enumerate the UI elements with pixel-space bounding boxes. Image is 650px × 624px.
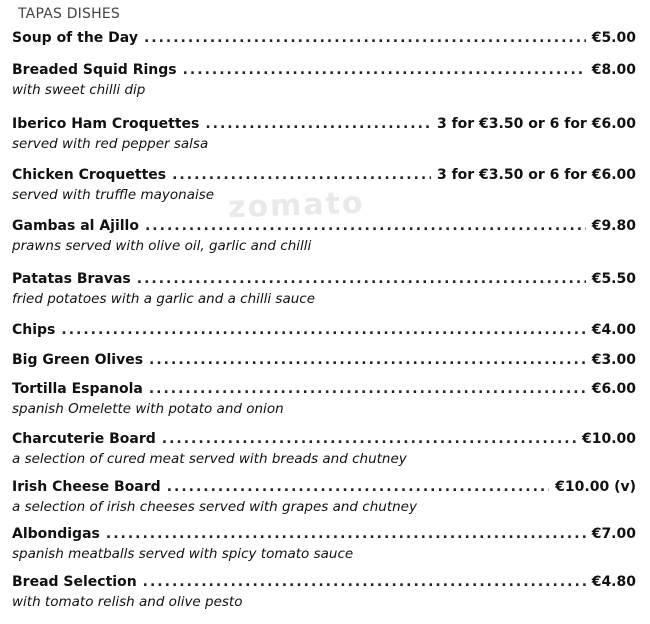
- menu-item: [12, 218, 636, 254]
- item-price: €10.00 (v): [555, 479, 636, 495]
- item-name: Iberico Ham Croquettes: [12, 116, 200, 132]
- item-description: served with red pepper salsa: [12, 136, 209, 152]
- item-price: €10.00: [581, 431, 636, 447]
- dot-leader: [205, 116, 431, 132]
- item-name: Charcuterie Board: [12, 431, 156, 447]
- item-description: with sweet chilli dip: [12, 82, 146, 98]
- item-name: Irish Cheese Board: [12, 479, 161, 495]
- item-name: Tortilla Espanola: [12, 381, 143, 397]
- dot-leader: [143, 574, 586, 590]
- menu-item: [12, 62, 636, 98]
- item-description: prawns served with olive oil, garlic and chilli: [12, 238, 312, 254]
- item-price: 3 for €3.50 or 6 for €6.00: [436, 116, 636, 132]
- dot-leader: [149, 381, 586, 397]
- menu-item: [12, 526, 636, 562]
- item-price: €9.80: [591, 218, 636, 234]
- item-description: fried potatoes with a garlic and a chilli sauce: [12, 291, 316, 307]
- menu-item: [12, 479, 636, 515]
- item-name: Breaded Squid Rings: [12, 62, 177, 78]
- menu-item: [12, 271, 636, 307]
- menu-item: [12, 431, 636, 467]
- dot-leader: [144, 30, 586, 46]
- dot-leader: [137, 271, 586, 287]
- item-price: €8.00: [591, 62, 636, 78]
- watermark-logo: zomato: [227, 185, 366, 226]
- item-name: Big Green Olives: [12, 352, 144, 368]
- item-description: a selection of irish cheeses served with grapes and chutney: [12, 499, 417, 515]
- menu-item: [12, 574, 636, 610]
- item-name: Albondigas: [12, 526, 100, 542]
- dot-leader: [145, 218, 586, 234]
- menu-item: [12, 352, 636, 368]
- item-price: €4.00: [591, 322, 636, 338]
- dot-leader: [61, 322, 585, 338]
- menu-item: [12, 30, 636, 46]
- dot-leader: [172, 167, 431, 183]
- item-name: Bread Selection: [12, 574, 137, 590]
- dot-leader: [149, 352, 586, 368]
- dot-leader: [167, 479, 549, 495]
- item-price: €7.00: [591, 526, 636, 542]
- item-name: Chicken Croquettes: [12, 167, 167, 183]
- menu-item: [12, 381, 636, 417]
- menu-item: [12, 116, 636, 152]
- item-price: €5.00: [591, 30, 636, 46]
- item-description: served with truffle mayonaise: [12, 187, 215, 203]
- item-price: €5.50: [591, 271, 636, 287]
- item-name: Gambas al Ajillo: [12, 218, 139, 234]
- section-title: TAPAS DISHES: [18, 6, 120, 22]
- item-name: Soup of the Day: [12, 30, 138, 46]
- dot-leader: [183, 62, 586, 78]
- item-price: €6.00: [591, 381, 636, 397]
- item-description: spanish Omelette with potato and onion: [12, 401, 284, 417]
- item-description: a selection of cured meat served with breads and chutney: [12, 451, 407, 467]
- item-name: Patatas Bravas: [12, 271, 131, 287]
- item-description: spanish meatballs served with spicy tomato sauce: [12, 546, 354, 562]
- item-price: 3 for €3.50 or 6 for €6.00: [436, 167, 636, 183]
- item-description: with tomato relish and olive pesto: [12, 594, 243, 610]
- dot-leader: [106, 526, 586, 542]
- item-name: Chips: [12, 322, 56, 338]
- item-price: €3.00: [591, 352, 636, 368]
- item-price: €4.80: [591, 574, 636, 590]
- menu-item: [12, 322, 636, 338]
- menu-item: [12, 167, 636, 203]
- dot-leader: [162, 431, 576, 447]
